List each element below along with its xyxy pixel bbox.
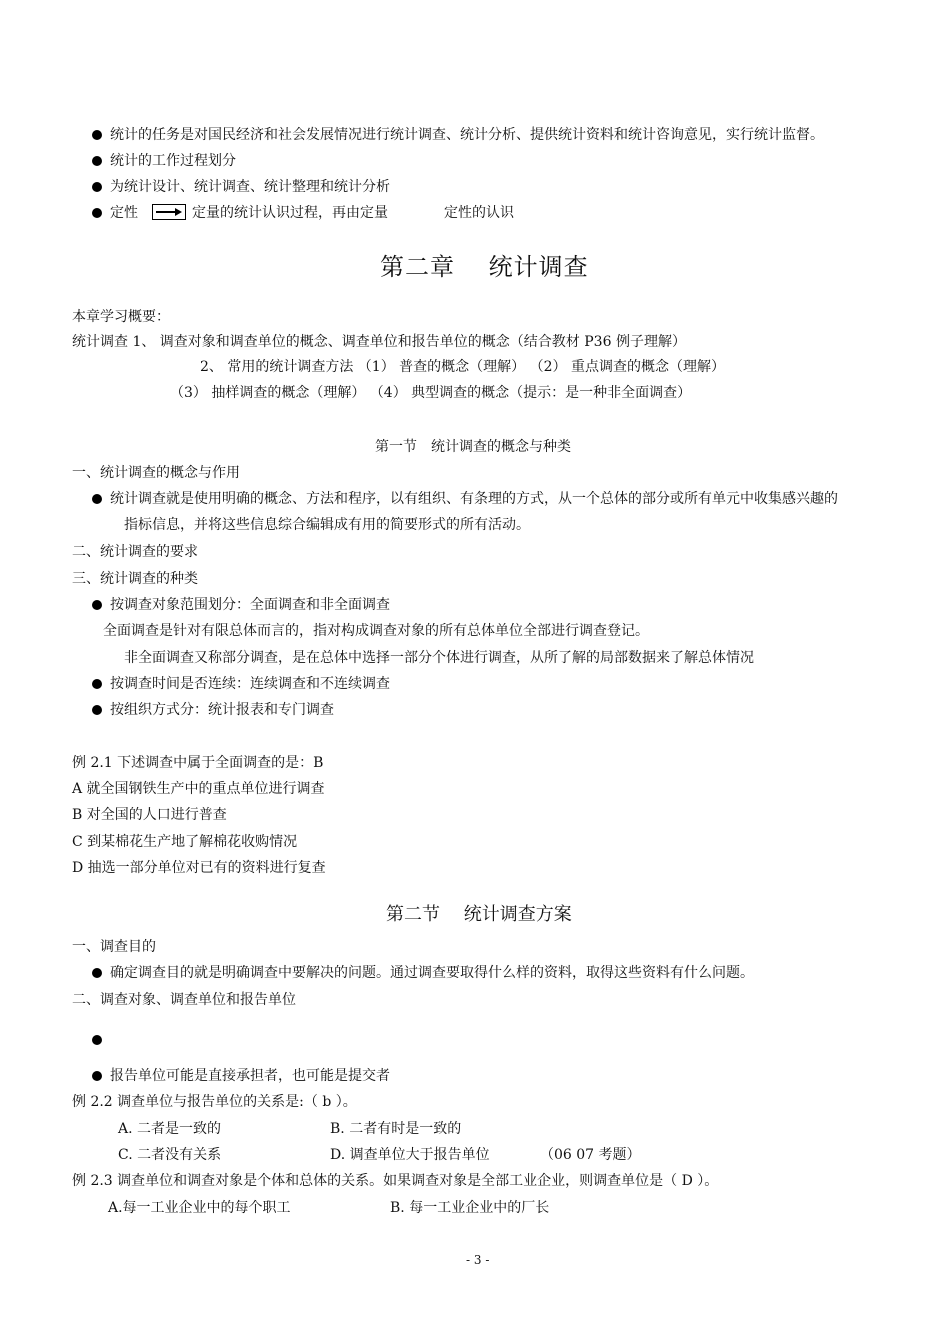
s1-bullet-scope: 按调查对象范围划分：全面调查和非全面调查	[92, 596, 390, 614]
example-2-2-option-b: B. 二者有时是一致的	[330, 1121, 462, 1137]
example-2-3-option-b: B. 每一工业企业中的厂长	[390, 1200, 550, 1216]
overview-line-3: （3） 抽样调查的概念（理解） （4） 典型调查的概念（提示：是一种非全面调查）	[170, 385, 692, 401]
bullet-stages: 为统计设计、统计调查、统计整理和统计分析	[92, 178, 390, 196]
chapter-title: 第二章 统计调查	[380, 253, 589, 281]
example-2-3-option-a: A.每一工业企业中的每个职工	[108, 1200, 291, 1216]
bullet-arrow-line: 定性 定量的统计认识过程，再由定量 定性的认识	[92, 204, 514, 222]
example-2-1-question: 例 2.1 下述调查中属于全面调查的是：B	[72, 755, 324, 771]
example-2-2-option-c: C. 二者没有关系	[118, 1147, 222, 1163]
overview-line-1: 统计调查 1、 调查对象和调查单位的概念、调查单位和报告单位的概念（结合教材 P36 例子理解）	[72, 334, 686, 350]
bullet-dot-icon	[92, 1071, 102, 1081]
s2-bullet-report: 报告单位可能是直接承担者，也可能是提交者	[92, 1067, 390, 1085]
s1-heading-two: 二、统计调查的要求	[72, 544, 198, 560]
section-2-title: 第二节 统计调查方案	[386, 904, 572, 925]
s1-heading-one: 一、统计调查的概念与作用	[72, 465, 240, 481]
s2-heading-two: 二、调查对象、调查单位和报告单位	[72, 992, 296, 1008]
bullet-dot-icon	[92, 679, 102, 689]
section-1-title: 第一节 统计调查的概念与种类	[375, 439, 571, 455]
bullet-dot-icon	[92, 494, 102, 504]
example-2-1-option-d: D 抽选一部分单位对已有的资料进行复查	[72, 860, 326, 876]
bullet-dot-icon	[92, 156, 102, 166]
bullet-process: 统计的工作过程划分	[92, 152, 236, 170]
bullet-dot-icon	[92, 1035, 102, 1045]
overview-heading: 本章学习概要：	[72, 309, 170, 325]
bullet-task: 统计的任务是对国民经济和社会发展情况进行统计调查、统计分析、提供统计资料和统计咨询意见，实行统计监督。	[92, 126, 824, 144]
right-arrow-icon	[152, 204, 186, 220]
bullet-dot-icon	[92, 600, 102, 610]
example-2-1-option-b: B 对全国的人口进行普查	[72, 807, 227, 823]
s2-heading-one: 一、调查目的	[72, 939, 156, 955]
bullet-dot-icon	[92, 968, 102, 978]
s2-bullet-purpose: 确定调查目的就是明确调查中要解决的问题。通过调查要取得什么样的资料，取得这些资料有什么问题。	[92, 964, 754, 982]
s1-partial-survey: 非全面调查又称部分调查，是在总体中选择一部分个体进行调查，从所了解的局部数据来了解总体情况	[124, 650, 754, 666]
page-number: - 3 -	[466, 1253, 490, 1267]
bullet-dot-icon	[92, 208, 102, 218]
bullet-dot-icon	[92, 182, 102, 192]
s1-full-survey: 全面调查是针对有限总体而言的，指对构成调查对象的所有总体单位全部进行调查登记。	[103, 623, 649, 639]
example-2-2-exam-note: （06 07 考题）	[540, 1147, 641, 1163]
overview-line-2: 2、 常用的统计调查方法 （1） 普查的概念（理解） （2） 重点调查的概念（理解）	[200, 359, 725, 375]
bullet-dot-icon	[92, 130, 102, 140]
s1-definition: 统计调查就是使用明确的概念、方法和程序，以有组织、有条理的方式，从一个总体的部分或所有单元中收集感兴趣的	[92, 490, 838, 508]
example-2-1-option-a: A 就全国钢铁生产中的重点单位进行调查	[72, 781, 325, 797]
example-2-3-question: 例 2.3 调查单位和调查对象是个体和总体的关系。如果调查对象是全部工业企业，则调查单位是（ D ）。	[72, 1173, 719, 1189]
s1-definition-cont: 指标信息，并将这些信息综合编辑成有用的简要形式的所有活动。	[124, 517, 530, 533]
s1-heading-three: 三、统计调查的种类	[72, 571, 198, 587]
example-2-2-option-d: D. 调查单位大于报告单位	[330, 1147, 490, 1163]
s1-bullet-time: 按调查时间是否连续：连续调查和不连续调查	[92, 675, 390, 693]
example-2-2-question: 例 2.2 调查单位与报告单位的关系是:（ b ）。	[72, 1094, 357, 1110]
s1-bullet-org: 按组织方式分：统计报表和专门调查	[92, 701, 334, 719]
s2-empty-bullet	[92, 1031, 110, 1049]
example-2-2-option-a: A. 二者是一致的	[118, 1121, 222, 1137]
example-2-1-option-c: C 到某棉花生产地了解棉花收购情况	[72, 834, 298, 850]
bullet-dot-icon	[92, 705, 102, 715]
